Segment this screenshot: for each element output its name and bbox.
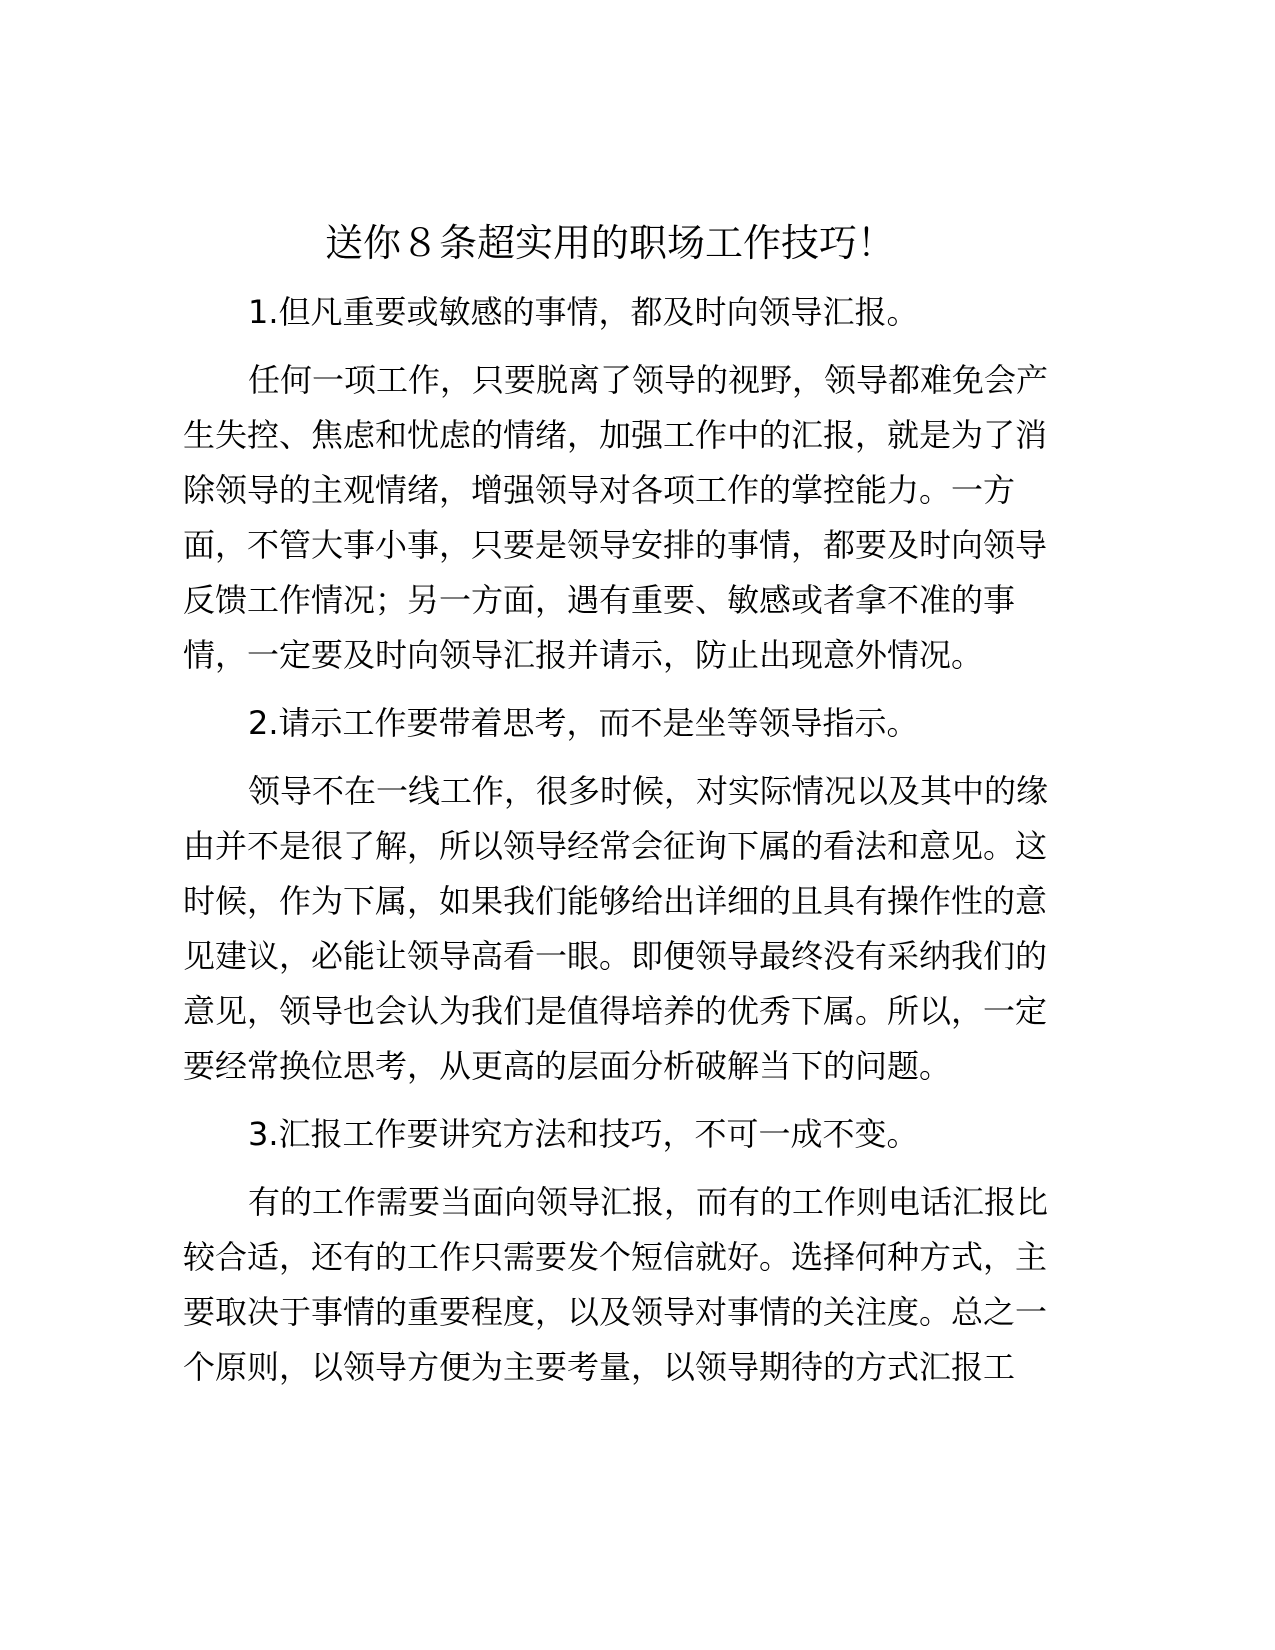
paragraph-line: 要取决于事情的重要程度，以及领导对事情的关注度。总之一 bbox=[183, 1293, 1048, 1331]
paragraph-line: 领导不在一线工作，很多时候，对实际情况以及其中的缘 bbox=[248, 772, 1049, 810]
paragraph-line: 有的工作需要当面向领导汇报，而有的工作则电话汇报比 bbox=[248, 1183, 1049, 1221]
paragraph-line: 时候，作为下属，如果我们能够给出详细的且具有操作性的意 bbox=[183, 882, 1048, 920]
section-heading-2: 2.请示工作要带着思考，而不是坐等领导指示。 bbox=[248, 704, 919, 742]
paragraph-line: 较合适，还有的工作只需要发个短信就好。选择何种方式，主 bbox=[183, 1238, 1048, 1276]
paragraph-line: 由并不是很了解，所以领导经常会征询下属的看法和意见。这 bbox=[183, 827, 1048, 865]
document-title: 送你８条超实用的职场工作技巧！ bbox=[324, 221, 895, 265]
section-heading-1: 1.但凡重要或敏感的事情，都及时向领导汇报。 bbox=[248, 293, 919, 331]
paragraph-line: 反馈工作情况；另一方面，遇有重要、敏感或者拿不准的事 bbox=[183, 581, 1016, 619]
paragraph-line: 个原则，以领导方便为主要考量，以领导期待的方式汇报工 bbox=[183, 1348, 1016, 1386]
paragraph-line: 除领导的主观情绪，增强领导对各项工作的掌控能力。一方 bbox=[183, 471, 1016, 509]
paragraph-line: 见建议，必能让领导高看一眼。即便领导最终没有采纳我们的 bbox=[183, 937, 1048, 975]
paragraph-line: 意见，领导也会认为我们是值得培养的优秀下属。所以，一定 bbox=[183, 992, 1048, 1030]
paragraph-line: 生失控、焦虑和忧虑的情绪，加强工作中的汇报，就是为了消 bbox=[183, 416, 1048, 454]
paragraph-line: 要经常换位思考，从更高的层面分析破解当下的问题。 bbox=[183, 1047, 952, 1085]
paragraph-line: 任何一项工作，只要脱离了领导的视野，领导都难免会产 bbox=[248, 361, 1049, 399]
section-heading-3: 3.汇报工作要讲究方法和技巧，不可一成不变。 bbox=[248, 1115, 919, 1153]
paragraph-line: 情，一定要及时向领导汇报并请示，防止出现意外情况。 bbox=[183, 636, 984, 674]
paragraph-line: 面，不管大事小事，只要是领导安排的事情，都要及时向领导 bbox=[183, 526, 1048, 564]
